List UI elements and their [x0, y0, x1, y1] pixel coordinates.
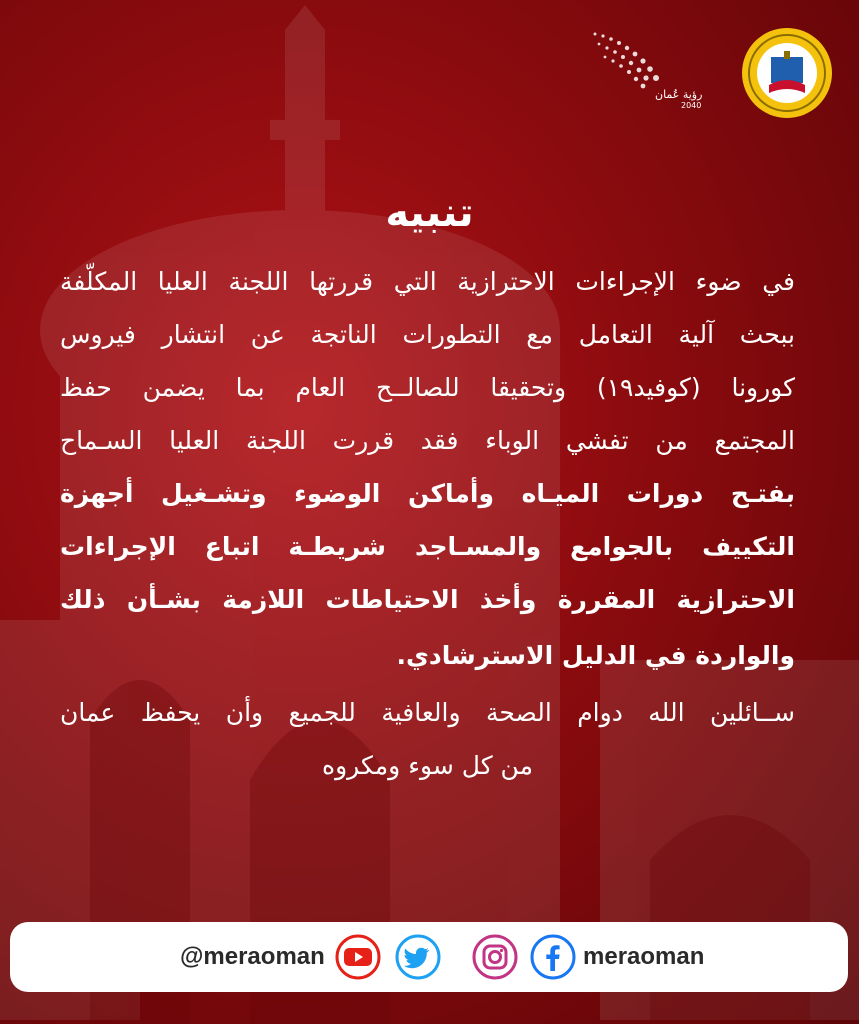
vision-year: 2040 — [681, 101, 702, 110]
social-footer — [10, 922, 848, 992]
notice-line: ببحث آلية التعامل مع التطورات الناتجة عن انتشار فيروس — [60, 320, 795, 349]
notice-line: الاحترازية المقررة وأخذ الاحتياطات اللازمة بشـأن ذلك — [60, 585, 795, 614]
instagram-icon[interactable] — [472, 934, 518, 980]
facebook-icon[interactable] — [530, 934, 576, 980]
notice-title: تنبيه — [385, 190, 474, 236]
notice-line: بفتـح دورات الميـاه وأماكن الوضوء وتشـغيل أجهزة — [60, 479, 795, 508]
vision-label: رؤية عُمان — [655, 88, 703, 101]
notice-line: التكييف بالجوامع والمسـاجد شريطـة اتباع الإجراءات — [60, 532, 795, 561]
handle-left[interactable]: @meraoman — [180, 943, 325, 970]
notice-body — [60, 255, 795, 792]
notice-line: المجتمع من تفشي الوباء فقد قررت اللجنة العليا السـماح — [60, 426, 795, 455]
notice-line: من كل سوء ومكروه — [322, 751, 533, 780]
youtube-icon[interactable] — [335, 934, 381, 980]
ministry-logo — [741, 27, 833, 119]
notice-line: والواردة في الدليل الاسترشادي. — [396, 641, 795, 670]
twitter-icon[interactable] — [395, 934, 441, 980]
notice-line: ســائلين الله دوام الصحة والعافية للجميع وأن يحفظ عمان — [60, 698, 795, 727]
notice-line: كورونا (كوفيد١٩) وتحقيقا للصالــح العام بما يضمن حفظ — [60, 373, 795, 402]
handle-right[interactable]: meraoman — [583, 943, 705, 970]
notice-line: في ضوء الإجراءات الاحترازية التي قررتها اللجنة العليا المكلّفة — [60, 267, 795, 296]
